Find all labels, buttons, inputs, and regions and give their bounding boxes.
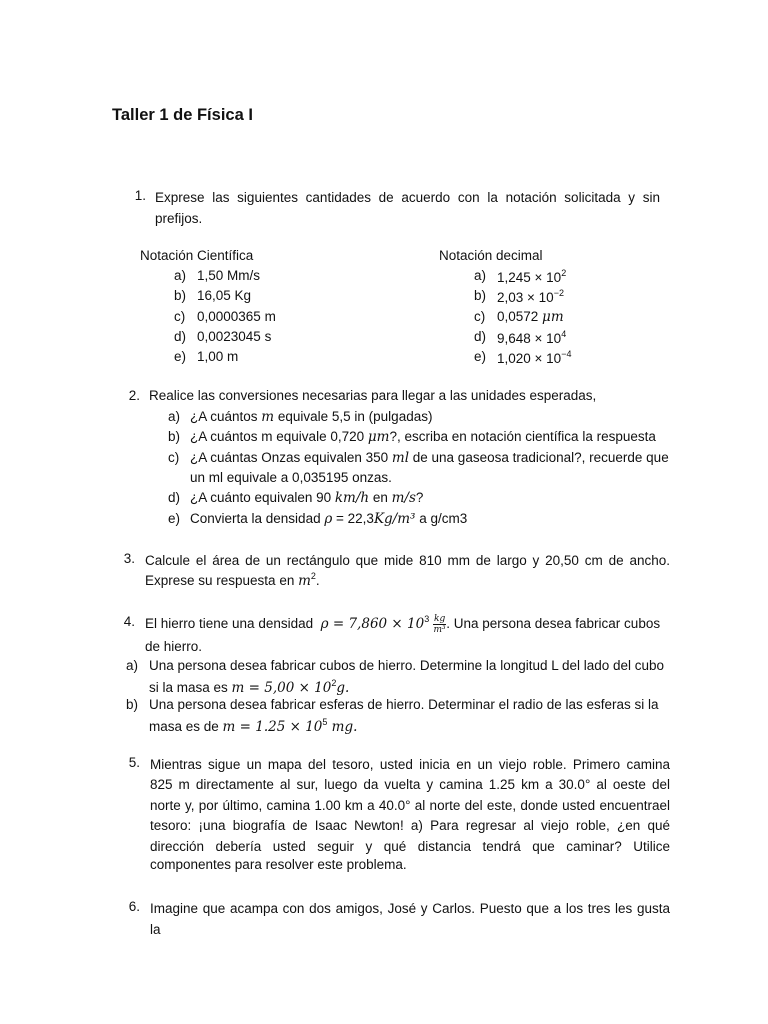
sub-item-text: Una persona desea fabricar cubos de hierro. Determine la longitud L del lado del cubo	[149, 658, 665, 673]
exponent: 2	[561, 268, 567, 278]
list-item-text: 1,50 Mm/s	[197, 268, 261, 283]
sub-item-label: a)	[126, 658, 139, 673]
question-number: 3.	[123, 551, 135, 566]
list-item-text: 0,0572 μm	[497, 308, 564, 325]
math-symbol: μm	[367, 429, 390, 446]
question-text-line: Calcule el área de un rectángulo que mide 810 mm de largo y 20,50 cm de ancho.	[145, 553, 670, 568]
question-text-line: 825 m directamente al sur, luego da vuelta y camina 1.25 km a 30.0° al oeste del	[150, 777, 670, 793]
list-item-label: b)	[474, 288, 487, 304]
list-item-text: ¿A cuánto equivalen 90 km/h en m/s?	[190, 490, 424, 507]
list-item-label: a)	[174, 268, 187, 283]
scientific-notation-header: Notación Científica	[140, 248, 254, 263]
question-number: 2.	[128, 388, 140, 403]
math-symbol: m/s	[391, 490, 416, 507]
question-text-line: Mientras sigue un mapa del tesoro, usted inicia en un viejo roble. Primero camina	[150, 757, 670, 772]
exponent: −2	[553, 288, 564, 299]
question-text: Exprese las siguientes cantidades de acuerdo con la notación solicitada y sin prefijos.	[155, 190, 660, 226]
list-item-text: Convierta la densidad ρ = 22,3Kg/m³ a g/cm3	[190, 510, 468, 527]
density-unit-fraction: $\frac{kg}{\text{m³}}$	[433, 614, 446, 635]
sub-item-label: b)	[126, 697, 139, 712]
list-item-label: e)	[474, 349, 487, 365]
question-text-line: Imagine que acampa con dos amigos, José y Carlos. Puesto que a los tres les gusta la	[150, 901, 670, 937]
list-item-text: un ml equivale a 0,035195 onzas.	[190, 469, 392, 485]
question-number: 4.	[123, 614, 135, 629]
math-symbol: Kg/m³	[373, 510, 416, 527]
list-item-label: c)	[174, 308, 186, 324]
question-number: 1.	[134, 188, 146, 203]
list-item-text: 0,0023045 s	[197, 328, 272, 344]
list-item-text: $1,020 \times 10^{-4}$	[497, 349, 572, 367]
list-item-label: a)	[474, 268, 487, 283]
exponent: 4	[561, 328, 567, 339]
list-item-label: b)	[168, 429, 181, 445]
list-item-label: e)	[174, 349, 187, 365]
question-text-line: norte y, por último, camina 1.00 km a 40.0° al norte del este, donde usted encuentrael	[150, 797, 670, 813]
unit: μm	[542, 308, 564, 325]
page-title: Taller 1 de Física I	[112, 106, 253, 124]
question-text-line: componentes para resolver este problema.	[150, 857, 407, 872]
math-symbol: ml	[391, 449, 410, 466]
list-item-text: ¿A cuántas Onzas equivalen 350 ml de una gaseosa tradicional?, recuerde que	[190, 449, 669, 466]
sub-item-text: si la masa es $m = 5,00 \times 10^2g$.	[149, 678, 350, 696]
math-symbol: km/h	[334, 490, 370, 507]
list-item-text: 16,05 Kg	[197, 288, 252, 304]
list-item-label: d)	[168, 490, 181, 506]
question-text-line: El hierro tiene una densidad $\rho = 7,860 \times 10^3$ $\frac{kg}{\text{m³}}$ . Una persona desea fabricar cubos	[145, 614, 661, 635]
list-item-label: c)	[474, 308, 486, 324]
question-text-line: Exprese su respuesta en $m^2$.	[145, 571, 320, 589]
sub-item-text: masa es de $m = 1.25 \times 10^5$ mg.	[149, 717, 358, 735]
exponent: −4	[561, 349, 572, 360]
list-item-text: $1,245 \times 10^2$	[497, 268, 567, 285]
question-text-line: de hierro.	[145, 639, 203, 654]
list-item-text: $2,03 \times 10^{-2}$	[497, 288, 564, 306]
question-text-line: tesoro: ¡una biografía de Isaac Newton! a) Para regresar al viejo roble, ¿en qué	[150, 818, 670, 834]
list-item-text: 1,00 m	[197, 349, 239, 365]
list-item-text: ¿A cuántos m equivale 0,720 μm?, escriba en notación científica la respuesta	[190, 429, 656, 446]
question-text-line: dirección debería usted seguir y qué distancia tendrá que caminar? Utilice	[150, 838, 670, 854]
list-item-text: ¿A cuántos m equivale 5,5 in (pulgadas)	[190, 409, 433, 425]
list-item-label: d)	[474, 328, 487, 344]
list-item-label: b)	[174, 288, 187, 304]
question-number: 6.	[128, 899, 140, 914]
sub-item-text: Una persona desea fabricar esferas de hierro. Determinar el radio de las esferas si la	[149, 697, 659, 712]
math-symbol: m	[261, 409, 275, 425]
decimal-notation-header: Notación decimal	[439, 248, 543, 263]
list-item-label: c)	[168, 449, 180, 465]
question-text: Realice las conversiones necesarias para llegar a las unidades esperadas,	[149, 388, 597, 403]
list-item-label: a)	[168, 409, 181, 424]
list-item-text: 0,0000365 m	[197, 308, 276, 324]
list-item-label: e)	[168, 510, 181, 526]
list-item-label: d)	[174, 328, 187, 344]
math-symbol: ρ	[324, 510, 333, 527]
list-item-text: $9,648 \times 10^4$	[497, 328, 567, 346]
question-number: 5.	[128, 755, 140, 770]
